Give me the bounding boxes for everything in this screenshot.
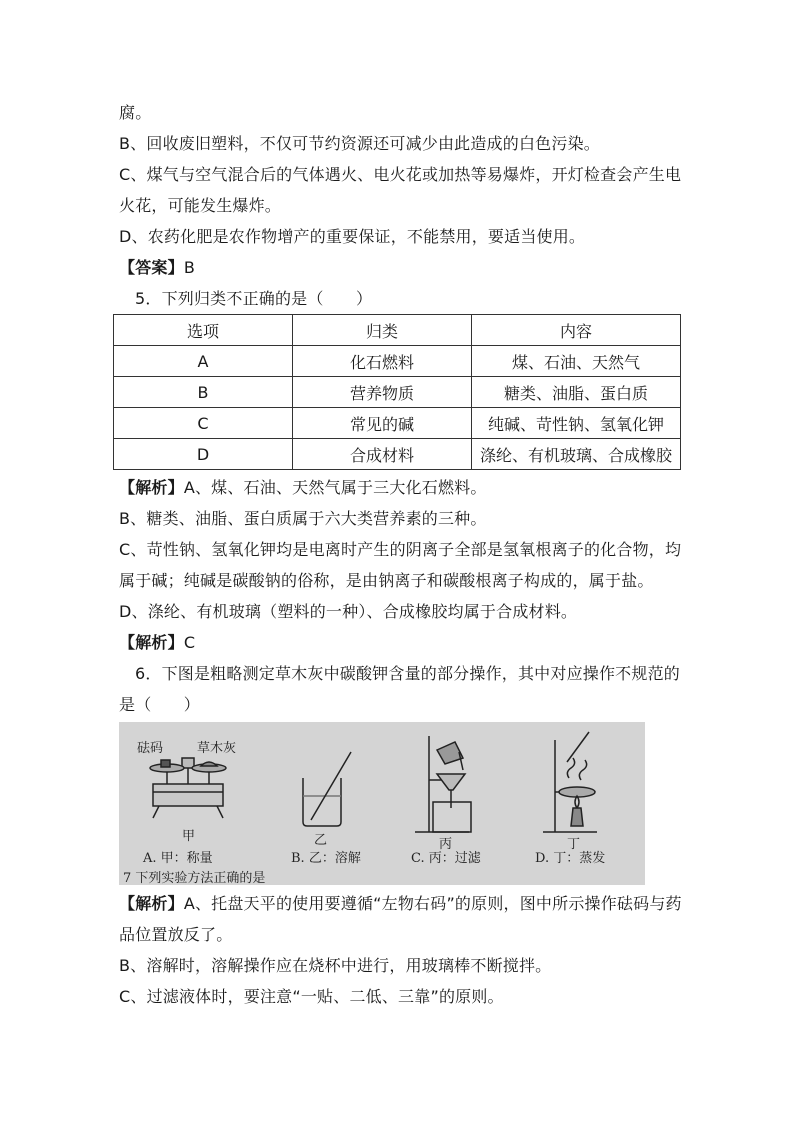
- analysis-tag: 【解析】: [119, 478, 184, 497]
- table-header-cell: 归类: [293, 315, 472, 346]
- table-header-cell: 内容: [472, 315, 681, 346]
- text-line: 属于碱；纯碱是碳酸钠的俗称，是由钠离子和碳酸根离子构成的，属于盐。: [119, 571, 654, 590]
- analysis-tag: 【解析】: [119, 894, 184, 913]
- text-line: B、糖类、油脂、蛋白质属于六大类营养素的三种。: [119, 509, 487, 528]
- text-line: D、涤纶、有机玻璃（塑料的一种）、合成橡胶均属于合成材料。: [119, 602, 578, 621]
- question-5: 5．下列归类不正确的是（ ）: [135, 289, 373, 308]
- text-line: 是（ ）: [119, 695, 201, 714]
- table-row: [114, 408, 681, 439]
- table-cell: A: [114, 346, 293, 377]
- table-cell: D: [114, 439, 293, 470]
- figure-caption-b: B. 乙：溶解: [291, 851, 361, 866]
- experiment-illustration: [119, 722, 645, 885]
- filtration-icon: [415, 736, 471, 832]
- figure-caption-c: C. 丙：过滤: [411, 851, 481, 866]
- table-cell: 合成材料: [293, 439, 472, 470]
- table-cell: 涤纶、有机玻璃、合成橡胶: [472, 439, 681, 470]
- table-cell: 煤、石油、天然气: [472, 346, 681, 377]
- answer-line: [119, 633, 195, 653]
- experiment-figure: [119, 722, 645, 885]
- beaker-stir-icon: [303, 752, 351, 826]
- table-cell: 营养物质: [293, 377, 472, 408]
- table-header-cell: 选项: [114, 315, 293, 346]
- figure-label-jia: 甲: [182, 829, 196, 844]
- text-line: C、过滤液体时，要注意“一贴、二低、三靠”的原则。: [119, 987, 504, 1006]
- figure-label-yi: 乙: [314, 833, 328, 848]
- table-cell: B: [114, 377, 293, 408]
- text-line: 品位置放反了。: [119, 925, 233, 944]
- text-line: B、溶解时，溶解操作应在烧杯中进行，用玻璃棒不断搅拌。: [119, 956, 552, 975]
- answer-value: B: [183, 258, 195, 277]
- text-line: 火花，可能发生爆炸。: [119, 196, 282, 215]
- analysis-text: A、煤、石油、天然气属于三大化石燃料。: [183, 478, 487, 497]
- table-header-row: [114, 315, 681, 346]
- figure-label-bing: 丙: [439, 837, 453, 852]
- figure-label-ding: 丁: [567, 837, 581, 852]
- figure-label-weight: 砝码: [137, 741, 164, 756]
- table-cell: 纯碱、苛性钠、氢氧化钾: [472, 408, 681, 439]
- table-row: [114, 346, 681, 377]
- answer-tag: 【解析】: [119, 633, 184, 652]
- text-line: C、煤气与空气混合后的气体遇火、电火花或加热等易爆炸，开灯检查会产生电: [119, 165, 682, 184]
- answer-line: [119, 258, 195, 278]
- figure-cut-text: 7 下列实验方法正确的是: [123, 871, 266, 885]
- text-line: D、农药化肥是农作物增产的重要保证，不能禁用，要适当使用。: [119, 227, 586, 246]
- table-row: [114, 377, 681, 408]
- answer-value: C: [183, 633, 196, 652]
- text-line: 腐。: [119, 103, 152, 122]
- figure-label-ash: 草木灰: [197, 741, 237, 756]
- table-row: [114, 439, 681, 470]
- classification-table: [113, 314, 681, 470]
- table-cell: 常见的碱: [293, 408, 472, 439]
- figure-caption-a: A. 甲：称量: [143, 851, 213, 866]
- text-line: C、苛性钠、氢氧化钾均是电离时产生的阴离子全部是氢氧根离子的化合物，均: [119, 540, 682, 559]
- table-cell: C: [114, 408, 293, 439]
- table-cell: 化石燃料: [293, 346, 472, 377]
- answer-tag: 【答案】: [119, 258, 184, 277]
- table-cell: 糖类、油脂、蛋白质: [472, 377, 681, 408]
- evaporation-icon: [543, 732, 597, 832]
- analysis-text: A、托盘天平的使用要遵循“左物右码”的原则，图中所示操作砝码与药: [183, 894, 682, 913]
- analysis-line: [119, 478, 487, 498]
- balance-icon: [150, 758, 226, 818]
- text-line: B、回收废旧塑料，不仅可节约资源还可减少由此造成的白色污染。: [119, 134, 600, 153]
- analysis-line: [119, 894, 682, 914]
- question-6: 6．下图是粗略测定草木灰中碳酸钾含量的部分操作，其中对应操作不规范的: [135, 664, 680, 683]
- figure-caption-d: D. 丁：蒸发: [535, 851, 606, 866]
